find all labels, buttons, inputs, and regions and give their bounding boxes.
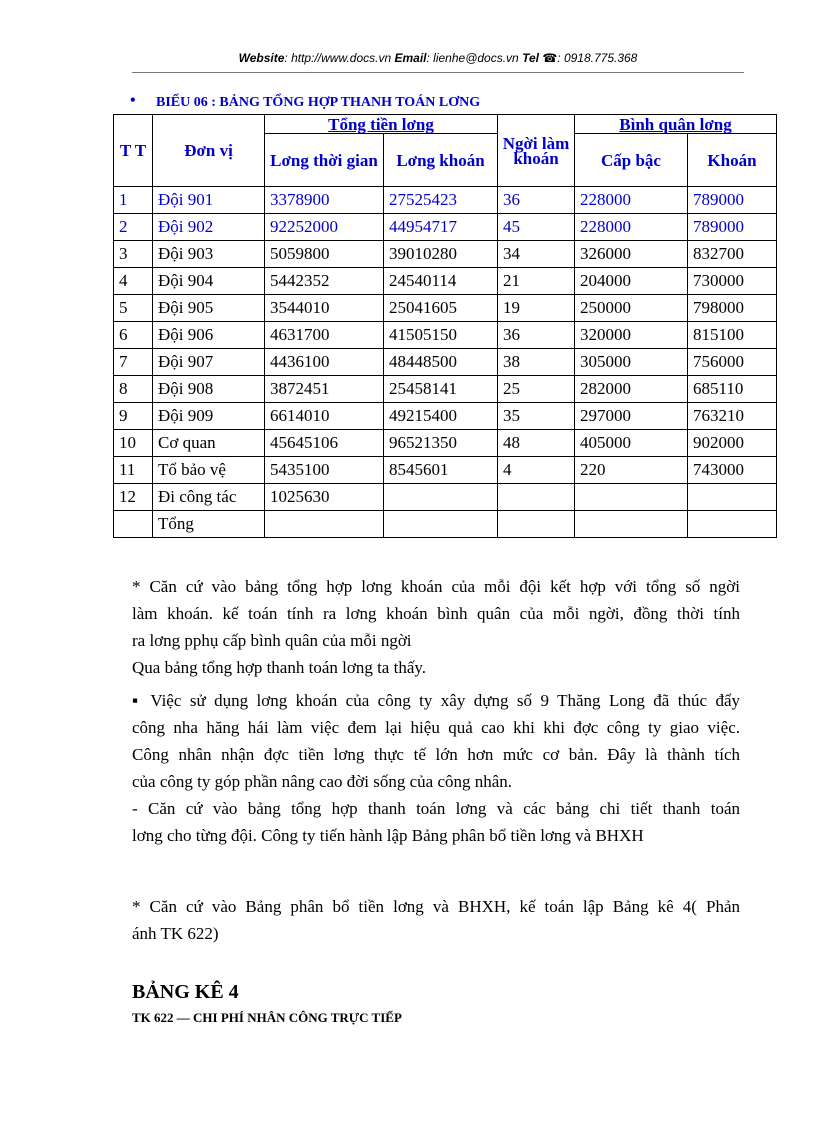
table-row — [114, 295, 777, 322]
cell-piece-wage — [384, 511, 498, 538]
website-value: : http://www.docs.vn — [284, 51, 392, 65]
cell-workers: 21 — [498, 268, 575, 295]
cell-unit: Đi công tác — [153, 484, 265, 511]
table-row — [114, 403, 777, 430]
cell-workers: 45 — [498, 214, 575, 241]
text-line: lơng cho từng đội. Công ty tiến hành lập Bảng phân bổ tiền lơng và BHXH — [132, 826, 644, 845]
cell-tt: 12 — [114, 484, 153, 511]
cell-workers: 36 — [498, 322, 575, 349]
website-label: Website — [238, 51, 285, 65]
cell-time-wage: 92252000 — [265, 214, 384, 241]
wage-summary-table — [113, 114, 777, 538]
cell-tt: 9 — [114, 403, 153, 430]
cell-piece-wage: 8545601 — [384, 457, 498, 484]
cell-tt: 3 — [114, 241, 153, 268]
text-line: làm khoán. kế toán tính ra lơng khoán bình quân của mỗi ngời, đồng thời tính — [132, 604, 740, 623]
cell-time-wage: 3378900 — [265, 187, 384, 214]
cell-rank: 204000 — [575, 268, 688, 295]
page-header — [132, 51, 744, 65]
paragraph-effect — [132, 687, 740, 849]
cell-time-wage: 4436100 — [265, 349, 384, 376]
cell-unit: Đội 905 — [153, 295, 265, 322]
table-row — [114, 241, 777, 268]
cell-avg-piece: 743000 — [688, 457, 777, 484]
cell-piece-wage: 25041605 — [384, 295, 498, 322]
email-value: : lienhe@docs.vn — [426, 51, 519, 65]
header-workers: Ngời làm khoán — [498, 115, 575, 187]
table-row — [114, 457, 777, 484]
cell-unit: Đội 904 — [153, 268, 265, 295]
cell-piece-wage: 25458141 — [384, 376, 498, 403]
cell-avg-piece: 730000 — [688, 268, 777, 295]
cell-avg-piece: 763210 — [688, 403, 777, 430]
section-title: BẢNG KÊ 4 — [132, 981, 239, 1003]
cell-avg-piece: 789000 — [688, 214, 777, 241]
cell-time-wage: 5435100 — [265, 457, 384, 484]
cell-unit: Đội 902 — [153, 214, 265, 241]
cell-time-wage: 1025630 — [265, 484, 384, 511]
text-line: công nha hăng hái làm việc đem lại hiệu quả cao khi khi đợc công ty giao việc. — [132, 718, 740, 737]
header-total-wage: Tổng tiền lơng — [265, 115, 498, 134]
cell-piece-wage: 48448500 — [384, 349, 498, 376]
cell-time-wage: 5442352 — [265, 268, 384, 295]
cell-tt: 8 — [114, 376, 153, 403]
table-row — [114, 214, 777, 241]
cell-rank: 220 — [575, 457, 688, 484]
email-label: Email — [394, 51, 427, 65]
table-row — [114, 349, 777, 376]
cell-unit: Đội 908 — [153, 376, 265, 403]
cell-tt: 4 — [114, 268, 153, 295]
cell-rank: 282000 — [575, 376, 688, 403]
tel-value: : 0918.775.368 — [557, 51, 638, 65]
header-tt: T T — [114, 115, 153, 187]
cell-workers: 4 — [498, 457, 575, 484]
cell-time-wage — [265, 511, 384, 538]
cell-avg-piece: 756000 — [688, 349, 777, 376]
table-row — [114, 268, 777, 295]
cell-time-wage: 3544010 — [265, 295, 384, 322]
cell-workers: 36 — [498, 187, 575, 214]
cell-rank — [575, 511, 688, 538]
cell-piece-wage — [384, 484, 498, 511]
table-caption-text: BIỂU 06 : BẢNG TỔNG HỢP THANH TOÁN LƠNG — [156, 95, 481, 110]
cell-tt — [114, 511, 153, 538]
cell-unit: Tổng — [153, 511, 265, 538]
cell-unit: Đội 901 — [153, 187, 265, 214]
cell-piece-wage: 24540114 — [384, 268, 498, 295]
cell-unit: Cơ quan — [153, 430, 265, 457]
header-average-wage: Bình quân lơng — [575, 115, 777, 134]
table-row — [114, 484, 777, 511]
cell-tt: 10 — [114, 430, 153, 457]
cell-avg-piece: 685110 — [688, 376, 777, 403]
cell-rank: 326000 — [575, 241, 688, 268]
cell-workers — [498, 511, 575, 538]
cell-tt: 6 — [114, 322, 153, 349]
cell-workers — [498, 484, 575, 511]
header-time-wage: Lơng thời gian — [265, 134, 384, 187]
table-row — [114, 376, 777, 403]
header-piece-wage: Lơng khoán — [384, 134, 498, 187]
cell-piece-wage: 49215400 — [384, 403, 498, 430]
cell-avg-piece: 798000 — [688, 295, 777, 322]
header-piece: Khoán — [688, 134, 777, 187]
cell-piece-wage: 96521350 — [384, 430, 498, 457]
cell-time-wage: 6614010 — [265, 403, 384, 430]
text-line: - Căn cứ vào bảng tổng hợp thanh toán lơng và các bảng chi tiết thanh toán — [132, 799, 740, 818]
bullet-icon: • — [130, 92, 136, 109]
paragraph-intro — [132, 654, 740, 681]
cell-tt: 5 — [114, 295, 153, 322]
cell-rank: 305000 — [575, 349, 688, 376]
cell-tt: 2 — [114, 214, 153, 241]
text-line: ánh TK 622) — [132, 924, 219, 943]
cell-piece-wage: 44954717 — [384, 214, 498, 241]
cell-avg-piece — [688, 511, 777, 538]
text-line: của công ty góp phần nâng cao đời sống của công nhân. — [132, 772, 513, 791]
table-row — [114, 322, 777, 349]
text-line: Công nhân nhận đợc tiền lơng thực tế lớn hơn mức cơ bản. Đây là thành tích — [132, 745, 740, 764]
table-row — [114, 430, 777, 457]
cell-tt: 11 — [114, 457, 153, 484]
table-row — [114, 511, 777, 538]
paragraph-basis — [132, 573, 740, 654]
cell-piece-wage: 41505150 — [384, 322, 498, 349]
text-line: ra lơng pphụ cấp bình quân của mỗi ngời — [132, 631, 412, 650]
cell-tt: 1 — [114, 187, 153, 214]
cell-avg-piece — [688, 484, 777, 511]
cell-avg-piece: 789000 — [688, 187, 777, 214]
cell-unit: Đội 906 — [153, 322, 265, 349]
cell-rank: 228000 — [575, 187, 688, 214]
cell-time-wage: 5059800 — [265, 241, 384, 268]
cell-workers: 48 — [498, 430, 575, 457]
text-line: Qua bảng tổng hợp thanh toán lơng ta thấy. — [132, 658, 427, 677]
cell-avg-piece: 815100 — [688, 322, 777, 349]
cell-tt: 7 — [114, 349, 153, 376]
cell-unit: Đội 907 — [153, 349, 265, 376]
cell-unit: Đội 909 — [153, 403, 265, 430]
cell-rank — [575, 484, 688, 511]
cell-avg-piece: 832700 — [688, 241, 777, 268]
cell-workers: 25 — [498, 376, 575, 403]
header-unit: Đơn vị — [153, 115, 265, 187]
cell-piece-wage: 27525423 — [384, 187, 498, 214]
text-line: ▪ Việc sử dụng lơng khoán của công ty xây dựng số 9 Thăng Long đã thúc đẩy — [132, 691, 740, 710]
cell-workers: 35 — [498, 403, 575, 430]
cell-rank: 405000 — [575, 430, 688, 457]
table-row — [114, 187, 777, 214]
cell-rank: 297000 — [575, 403, 688, 430]
cell-time-wage: 3872451 — [265, 376, 384, 403]
section-subtitle: TK 622 — CHI PHÍ NHÂN CÔNG TRỰC TIẾP — [132, 1010, 402, 1025]
cell-unit: Tổ bảo vệ — [153, 457, 265, 484]
paragraph-allocation — [132, 893, 740, 947]
cell-piece-wage: 39010280 — [384, 241, 498, 268]
text-line: * Căn cứ vào bảng tổng hợp lơng khoán của mỗi đội kết hợp với tổng số ngời — [132, 577, 740, 596]
cell-workers: 34 — [498, 241, 575, 268]
cell-unit: Đội 903 — [153, 241, 265, 268]
phone-icon: ☎ — [542, 51, 558, 65]
cell-workers: 19 — [498, 295, 575, 322]
text-line: * Căn cứ vào Bảng phân bổ tiền lơng và BHXH, kế toán lập Bảng kê 4( Phản — [132, 897, 740, 916]
cell-workers: 38 — [498, 349, 575, 376]
header-divider — [132, 72, 744, 73]
cell-time-wage: 45645106 — [265, 430, 384, 457]
tel-label: Tel — [522, 51, 539, 65]
cell-avg-piece: 902000 — [688, 430, 777, 457]
cell-rank: 228000 — [575, 214, 688, 241]
header-rank: Cấp bậc — [575, 134, 688, 187]
cell-rank: 250000 — [575, 295, 688, 322]
cell-time-wage: 4631700 — [265, 322, 384, 349]
cell-rank: 320000 — [575, 322, 688, 349]
